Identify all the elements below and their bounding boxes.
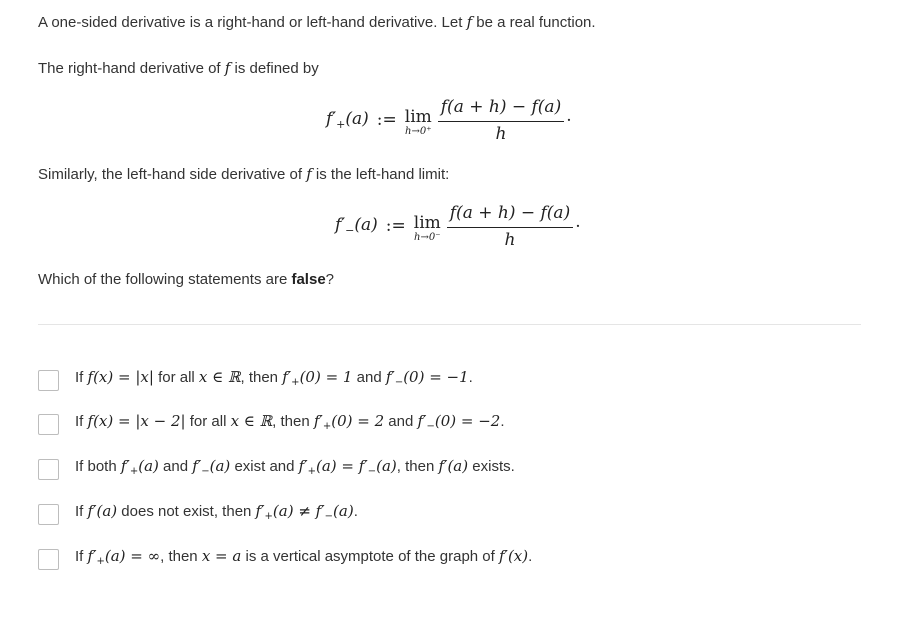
divider (38, 324, 861, 325)
right-def-text (38, 58, 319, 79)
option-3-label: If both $f'_+(a)$ and $f'_-(a)$ exist and $f'_+(a) = f'_-(a)$, then f′(a) exists. (75, 457, 515, 477)
option-1-checkbox[interactable] (38, 370, 59, 391)
option-2-checkbox[interactable] (38, 414, 59, 435)
left-def-before: Similarly, the left-hand side derivative of (38, 166, 307, 183)
right-derivative-equation (326, 92, 572, 148)
right-def-after: is defined by (230, 60, 319, 77)
question-after: ? (325, 271, 335, 288)
eq-left-lhs: $f'_-(a)$ (335, 215, 378, 237)
option-5[interactable] (38, 547, 532, 571)
option-4-label: If f′(a) does not exist, then $f'_+(a) \ne f'_-(a)$. (75, 502, 358, 522)
option-5-checkbox[interactable] (38, 549, 59, 570)
intro-text (38, 12, 596, 33)
eq-left-limit (414, 214, 441, 244)
intro-before: A one-sided derivative is a right-hand or left-hand derivative. Let (38, 14, 467, 31)
option-4-checkbox[interactable] (38, 504, 59, 525)
eq-left-denominator: h (504, 229, 516, 250)
question-before: Which of the following statements are (38, 271, 292, 288)
left-derivative-equation (335, 198, 581, 254)
eq-left-fraction (447, 202, 573, 251)
question-bold: false (291, 271, 326, 288)
option-2[interactable] (38, 412, 505, 436)
eq-right-assign: := (376, 110, 397, 130)
left-def-text (38, 164, 449, 185)
eq-right-period: . (566, 106, 572, 126)
question-text (38, 270, 334, 290)
eq-left-numerator: f(a + h) − f(a) (447, 202, 573, 228)
eq-right-lim-under: h→0⁺ (405, 126, 432, 137)
eq-right-numerator: f(a + h) − f(a) (438, 96, 564, 122)
option-3-checkbox[interactable] (38, 459, 59, 480)
eq-left-lim-word: lim (413, 213, 441, 233)
eq-right-lhs: $f'_+(a)$ (326, 109, 369, 131)
right-def-f: f (224, 59, 231, 77)
option-5-label: If $f'_+(a)$ = ∞, then x = a is a vertical asymptote of the graph of f′(x). (75, 547, 533, 567)
intro-after: be a real function. (472, 14, 596, 31)
eq-right-denominator: h (495, 123, 507, 144)
option-2-label: If f(x) = |x − 2| for all x ∈ ℝ, then $f'_+(0) = 2$ and $f'_-(0) = -2$. (75, 412, 505, 432)
option-4[interactable] (38, 502, 358, 526)
option-1-label: If f(x) = |x| for all x ∈ ℝ, then $f'_+(0) = 1$ and $f'_-(0) = -1$. (75, 368, 473, 388)
eq-right-lim-word: lim (404, 107, 432, 127)
left-def-after: is the left-hand limit: (311, 166, 450, 183)
eq-left-assign: := (385, 216, 406, 236)
option-3[interactable] (38, 457, 515, 481)
eq-right-limit (405, 108, 432, 138)
option-1[interactable] (38, 368, 473, 392)
intro-f: f (466, 13, 473, 31)
left-def-f: f (306, 165, 312, 183)
eq-left-period: . (575, 212, 581, 232)
eq-right-fraction (438, 96, 564, 145)
right-def-before: The right-hand derivative of (38, 60, 225, 77)
eq-left-lim-under: h→0⁻ (414, 232, 441, 243)
